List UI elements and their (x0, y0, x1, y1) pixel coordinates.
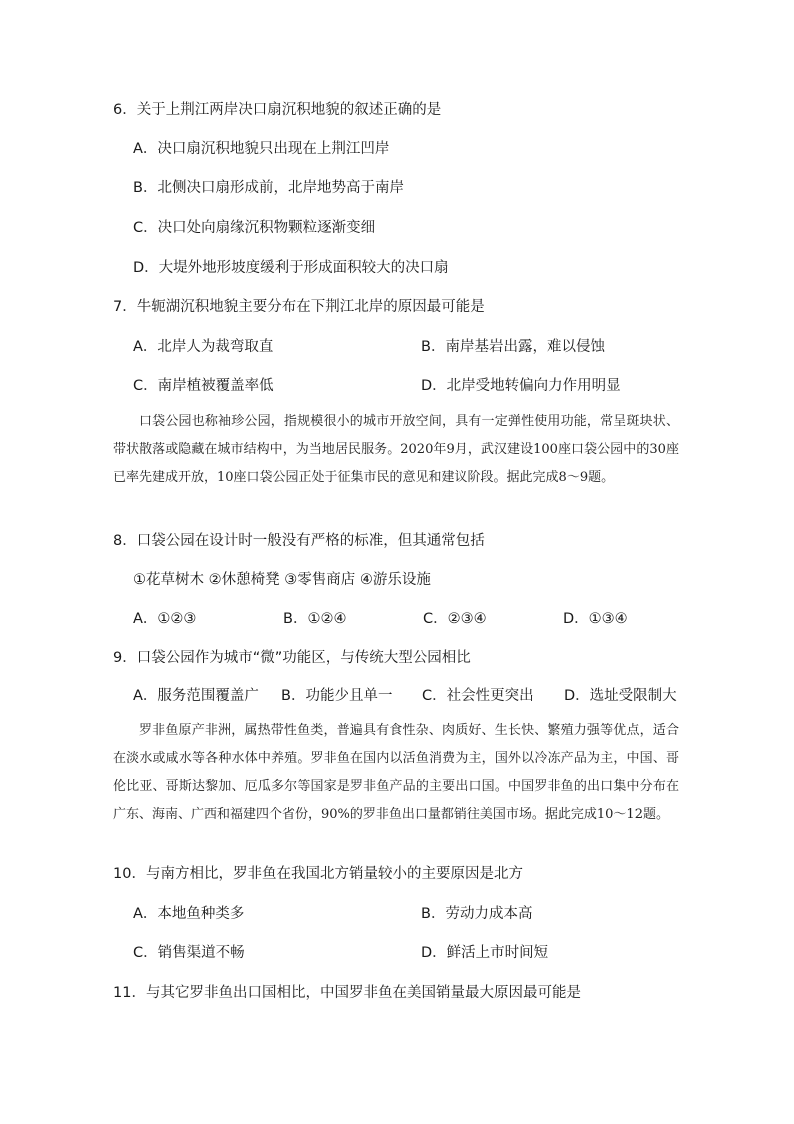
question-9-options (133, 686, 693, 706)
question-9-option-b: B．功能少且单一 (281, 688, 393, 704)
question-9-option-c: C．社会性更突出 (422, 688, 534, 704)
question-6-option-d: D．大堤外地形坡度缓利于形成面积较大的决口扇 (133, 260, 449, 276)
question-10-option-b: B．劳动力成本高 (421, 906, 533, 922)
question-11-stem: 11．与其它罗非鱼出口国相比，中国罗非鱼在美国销量最大原因最可能是 (113, 985, 581, 1001)
question-8-items: ①花草树木 ②休憩椅凳 ③零售商店 ④游乐设施 (133, 572, 431, 588)
question-8-options (133, 609, 693, 629)
question-7-stem: 7．牛轭湖沉积地貌主要分布在下荆江北岸的原因最可能是 (113, 299, 485, 315)
question-10-option-c: C．销售渠道不畅 (133, 945, 245, 961)
question-9-stem: 9．口袋公园作为城市“微”功能区，与传统大型公园相比 (113, 650, 471, 666)
passage-tilapia: 罗非鱼原产非洲，属热带性鱼类，普遍具有食性杂、肉质好、生长快、繁殖力强等优点，适合在淡水或咸水等各种水体中养殖。罗非鱼在国内以活鱼消费为主，国外以冷冻产品为主，中国、哥伦比亚、哥斯达黎加、厄瓜多尔等国家是罗非鱼产品的主要出口国。中国罗非鱼的出口集中分布在广东、海南、广西和福建四个省份，90%的罗非鱼出口量都销往美国市场。据此完成10～12题。 (113, 723, 679, 822)
passage-pocket-park: 口袋公园也称袖珍公园，指规模很小的城市开放空间，具有一定弹性使用功能，常呈斑块状、带状散落或隐藏在城市结构中，为当地居民服务。2020年9月，武汉建设100座口袋公园中的30座已率先建成开放，10座口袋公园正处于征集市民的意见和建议阶段。据此完成8～9题。 (113, 414, 679, 485)
question-8-option-a: A．①②③ (133, 611, 197, 627)
question-10-option-a: A．本地鱼种类多 (133, 906, 245, 922)
question-6-option-a: A．决口扇沉积地貌只出现在上荆江凹岸 (133, 141, 390, 157)
question-10-option-d: D．鲜活上市时间短 (421, 945, 549, 961)
question-6-option-b: B．北侧决口扇形成前，北岸地势高于南岸 (133, 180, 404, 196)
question-8-option-d: D．①③④ (563, 611, 628, 627)
question-6-stem: 6．关于上荆江两岸决口扇沉积地貌的叙述正确的是 (113, 102, 442, 118)
question-7-option-d: D．北岸受地转偏向力作用明显 (421, 378, 621, 394)
question-7-option-a: A．北岸人为裁弯取直 (133, 339, 274, 355)
question-9-option-a: A．服务范围覆盖广 (133, 688, 259, 704)
question-8-option-c: C．②③④ (423, 611, 487, 627)
question-8-stem: 8．口袋公园在设计时一般没有严格的标准，但其通常包括 (113, 533, 485, 549)
question-10-stem: 10．与南方相比，罗非鱼在我国北方销量较小的主要原因是北方 (113, 866, 523, 882)
question-9-option-d: D．选址受限制大 (564, 688, 677, 704)
question-7-option-b: B．南岸基岩出露，难以侵蚀 (421, 339, 605, 355)
question-8-option-b: B．①②④ (283, 611, 347, 627)
question-6-option-c: C．决口处向扇缘沉积物颗粒逐渐变细 (133, 220, 376, 236)
question-7-option-c: C．南岸植被覆盖率低 (133, 378, 274, 394)
